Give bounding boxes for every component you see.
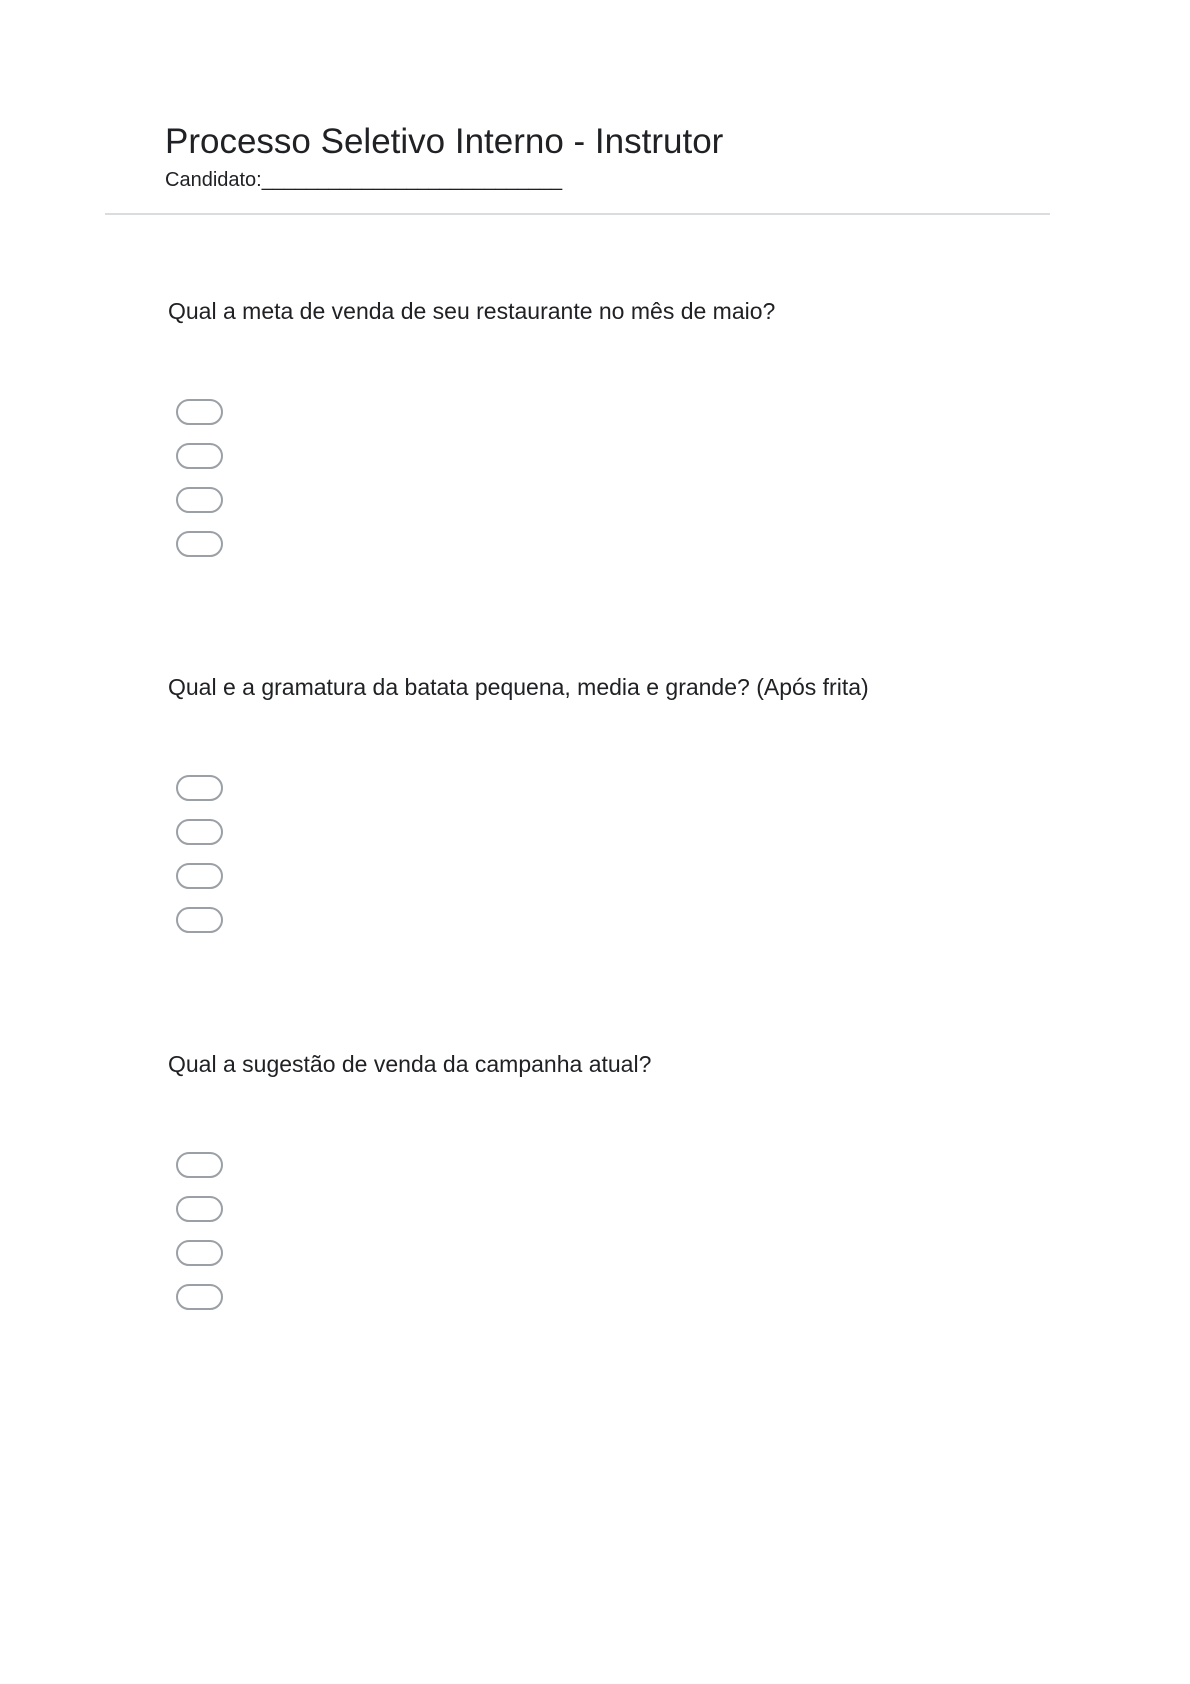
question-text: Qual a meta de venda de seu restaurante no mês de maio?	[168, 298, 776, 324]
question-text: Qual e a gramatura da batata pequena, media e grande? (Após frita)	[168, 674, 869, 700]
header-divider	[105, 213, 1050, 215]
option-checkbox[interactable]	[176, 399, 223, 425]
question-3	[168, 1048, 1068, 1080]
question-text: Qual a sugestão de venda da campanha atual?	[168, 1051, 652, 1077]
option-checkbox[interactable]	[176, 819, 223, 845]
form-title: Processo Seletivo Interno - Instrutor	[165, 122, 724, 161]
option-checkbox[interactable]	[176, 443, 223, 469]
question-1	[168, 295, 1068, 327]
option-checkbox[interactable]	[176, 1196, 223, 1222]
option-checkbox[interactable]	[176, 1284, 223, 1310]
option-checkbox[interactable]	[176, 775, 223, 801]
option-checkbox[interactable]	[176, 1152, 223, 1178]
option-checkbox[interactable]	[176, 531, 223, 557]
question-2	[168, 671, 1068, 703]
option-list	[176, 399, 223, 575]
option-checkbox[interactable]	[176, 487, 223, 513]
option-checkbox[interactable]	[176, 907, 223, 933]
option-checkbox[interactable]	[176, 863, 223, 889]
option-list	[176, 1152, 223, 1328]
option-list	[176, 775, 223, 951]
option-checkbox[interactable]	[176, 1240, 223, 1266]
form-subtitle: Candidato:___________________________	[165, 169, 563, 191]
